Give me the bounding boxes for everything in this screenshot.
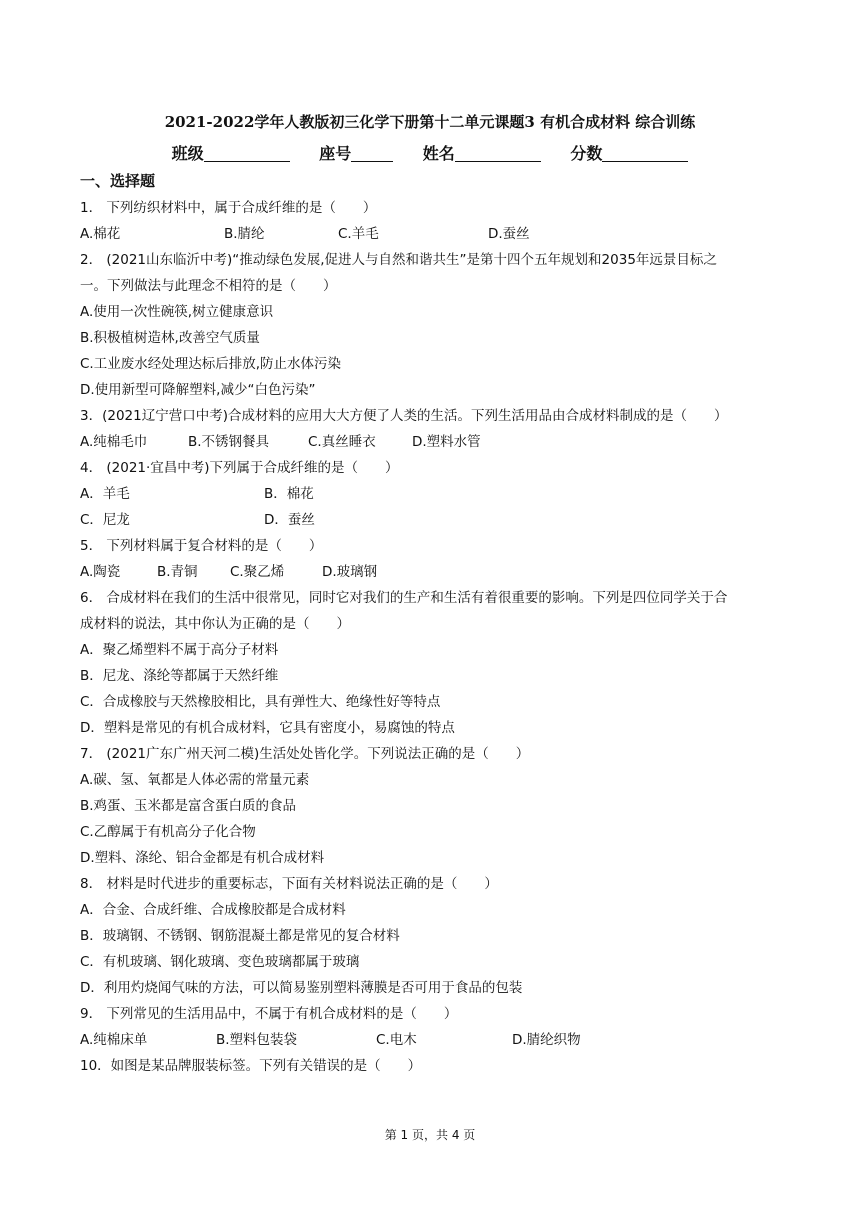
question-9-option-a: A.纯棉床单 bbox=[80, 1032, 148, 1048]
question-2-stem: 2． (2021山东临沂中考)“推动绿色发展,促进人与自然和谐共生”是第十四个五年规划和2035年远景目标之 bbox=[80, 252, 717, 268]
question-6-stem-cont: 成材料的说法，其中你认为正确的是（ ） bbox=[80, 616, 350, 632]
question-3-stem: 3．(2021辽宁营口中考)合成材料的应用大大方便了人类的生活。下列生活用品由合成材料制成的是（ ） bbox=[80, 408, 728, 424]
question-3-option-b: B.不锈钢餐具 bbox=[188, 434, 270, 450]
question-9-option-d: D.腈纶织物 bbox=[512, 1032, 581, 1048]
question-7-option-c: C.乙醇属于有机高分子化合物 bbox=[80, 824, 256, 840]
question-1-option-a: A.棉花 bbox=[80, 226, 121, 242]
question-4-option-c: C．尼龙 bbox=[80, 512, 130, 528]
question-3-option-d: D.塑料水管 bbox=[412, 434, 481, 450]
question-7-stem: 7． (2021广东广州天河二模)生活处处皆化学。下列说法正确的是（ ） bbox=[80, 746, 530, 762]
question-1-option-b: B.腈纶 bbox=[224, 226, 265, 242]
name-blank[interactable] bbox=[455, 144, 541, 162]
question-2-option-c: C.工业废水经处理达标后排放,防止水体污染 bbox=[80, 356, 342, 372]
question-6-option-a: A．聚乙烯塑料不属于高分子材料 bbox=[80, 642, 279, 658]
question-2-option-a: A.使用一次性碗筷,树立健康意识 bbox=[80, 304, 274, 320]
question-8-option-d: D．利用灼烧闻气味的方法，可以简易鉴别塑料薄膜是否可用于食品的包装 bbox=[80, 980, 523, 996]
question-2-option-d: D.使用新型可降解塑料,减少“白色污染” bbox=[80, 382, 316, 398]
question-7-option-d: D.塑料、涤纶、铝合金都是有机合成材料 bbox=[80, 850, 325, 866]
question-4-stem: 4． (2021·宜昌中考)下列属于合成纤维的是（ ） bbox=[80, 460, 399, 476]
question-8-option-c: C．有机玻璃、钢化玻璃、变色玻璃都属于玻璃 bbox=[80, 954, 360, 970]
question-8-option-b: B．玻璃钢、不锈钢、钢筋混凝土都是常见的复合材料 bbox=[80, 928, 400, 944]
question-5-option-b: B.青铜 bbox=[157, 564, 198, 580]
page-title: 2021-2022学年人教版初三化学下册第十二单元课题3 有机合成材料 综合训练 bbox=[164, 113, 696, 131]
question-9-option-b: B.塑料包装袋 bbox=[216, 1032, 298, 1048]
question-5-stem: 5． 下列材料属于复合材料的是（ ） bbox=[80, 538, 323, 554]
question-7-option-a: A.碳、氢、氧都是人体必需的常量元素 bbox=[80, 772, 310, 788]
question-5-option-d: D.玻璃钢 bbox=[322, 564, 378, 580]
question-9-option-c: C.电木 bbox=[376, 1032, 417, 1048]
question-1-option-d: D.蚕丝 bbox=[488, 226, 530, 242]
student-info-row bbox=[0, 141, 860, 164]
question-2-stem-cont: 一。下列做法与此理念不相符的是（ ） bbox=[80, 278, 337, 294]
seat-field: 座号 bbox=[319, 141, 393, 164]
question-6-stem: 6． 合成材料在我们的生活中很常见，同时它对我们的生产和生活有着很重要的影响。下列是四位同学关于合 bbox=[80, 590, 728, 606]
question-5-option-a: A.陶瓷 bbox=[80, 564, 121, 580]
class-field: 班级 bbox=[172, 141, 290, 164]
section-title: 一、选择题 bbox=[80, 172, 156, 190]
name-field: 姓名 bbox=[423, 141, 541, 164]
question-3-option-c: C.真丝睡衣 bbox=[308, 434, 376, 450]
seat-blank[interactable] bbox=[351, 144, 393, 162]
question-2-option-b: B.积极植树造林,改善空气质量 bbox=[80, 330, 260, 346]
question-7-option-b: B.鸡蛋、玉米都是富含蛋白质的食品 bbox=[80, 798, 297, 814]
question-4-option-b: B．棉花 bbox=[264, 486, 314, 502]
question-6-option-b: B．尼龙、涤纶等都属于天然纤维 bbox=[80, 668, 279, 684]
question-6-option-d: D．塑料是常见的有机合成材料，它具有密度小，易腐蚀的特点 bbox=[80, 720, 455, 736]
question-10-stem: 10．如图是某品牌服装标签。下列有关错误的是（ ） bbox=[80, 1058, 422, 1074]
score-field: 分数 bbox=[570, 141, 688, 164]
question-9-stem: 9． 下列常见的生活用品中，不属于有机合成材料的是（ ） bbox=[80, 1006, 458, 1022]
question-4-option-a: A．羊毛 bbox=[80, 486, 130, 502]
question-8-stem: 8． 材料是时代进步的重要标志，下面有关材料说法正确的是（ ） bbox=[80, 876, 498, 892]
class-blank[interactable] bbox=[204, 144, 290, 162]
question-6-option-c: C．合成橡胶与天然橡胶相比，具有弹性大、绝缘性好等特点 bbox=[80, 694, 441, 710]
page-footer: 第 1 页，共 4 页 bbox=[384, 1128, 476, 1142]
question-1-option-c: C.羊毛 bbox=[338, 226, 379, 242]
question-4-option-d: D．蚕丝 bbox=[264, 512, 315, 528]
question-3-option-a: A.纯棉毛巾 bbox=[80, 434, 148, 450]
question-5-option-c: C.聚乙烯 bbox=[230, 564, 285, 580]
question-1-stem: 1． 下列纺织材料中，属于合成纤维的是（ ） bbox=[80, 200, 377, 216]
score-blank[interactable] bbox=[602, 144, 688, 162]
question-8-option-a: A．合金、合成纤维、合成橡胶都是合成材料 bbox=[80, 902, 346, 918]
